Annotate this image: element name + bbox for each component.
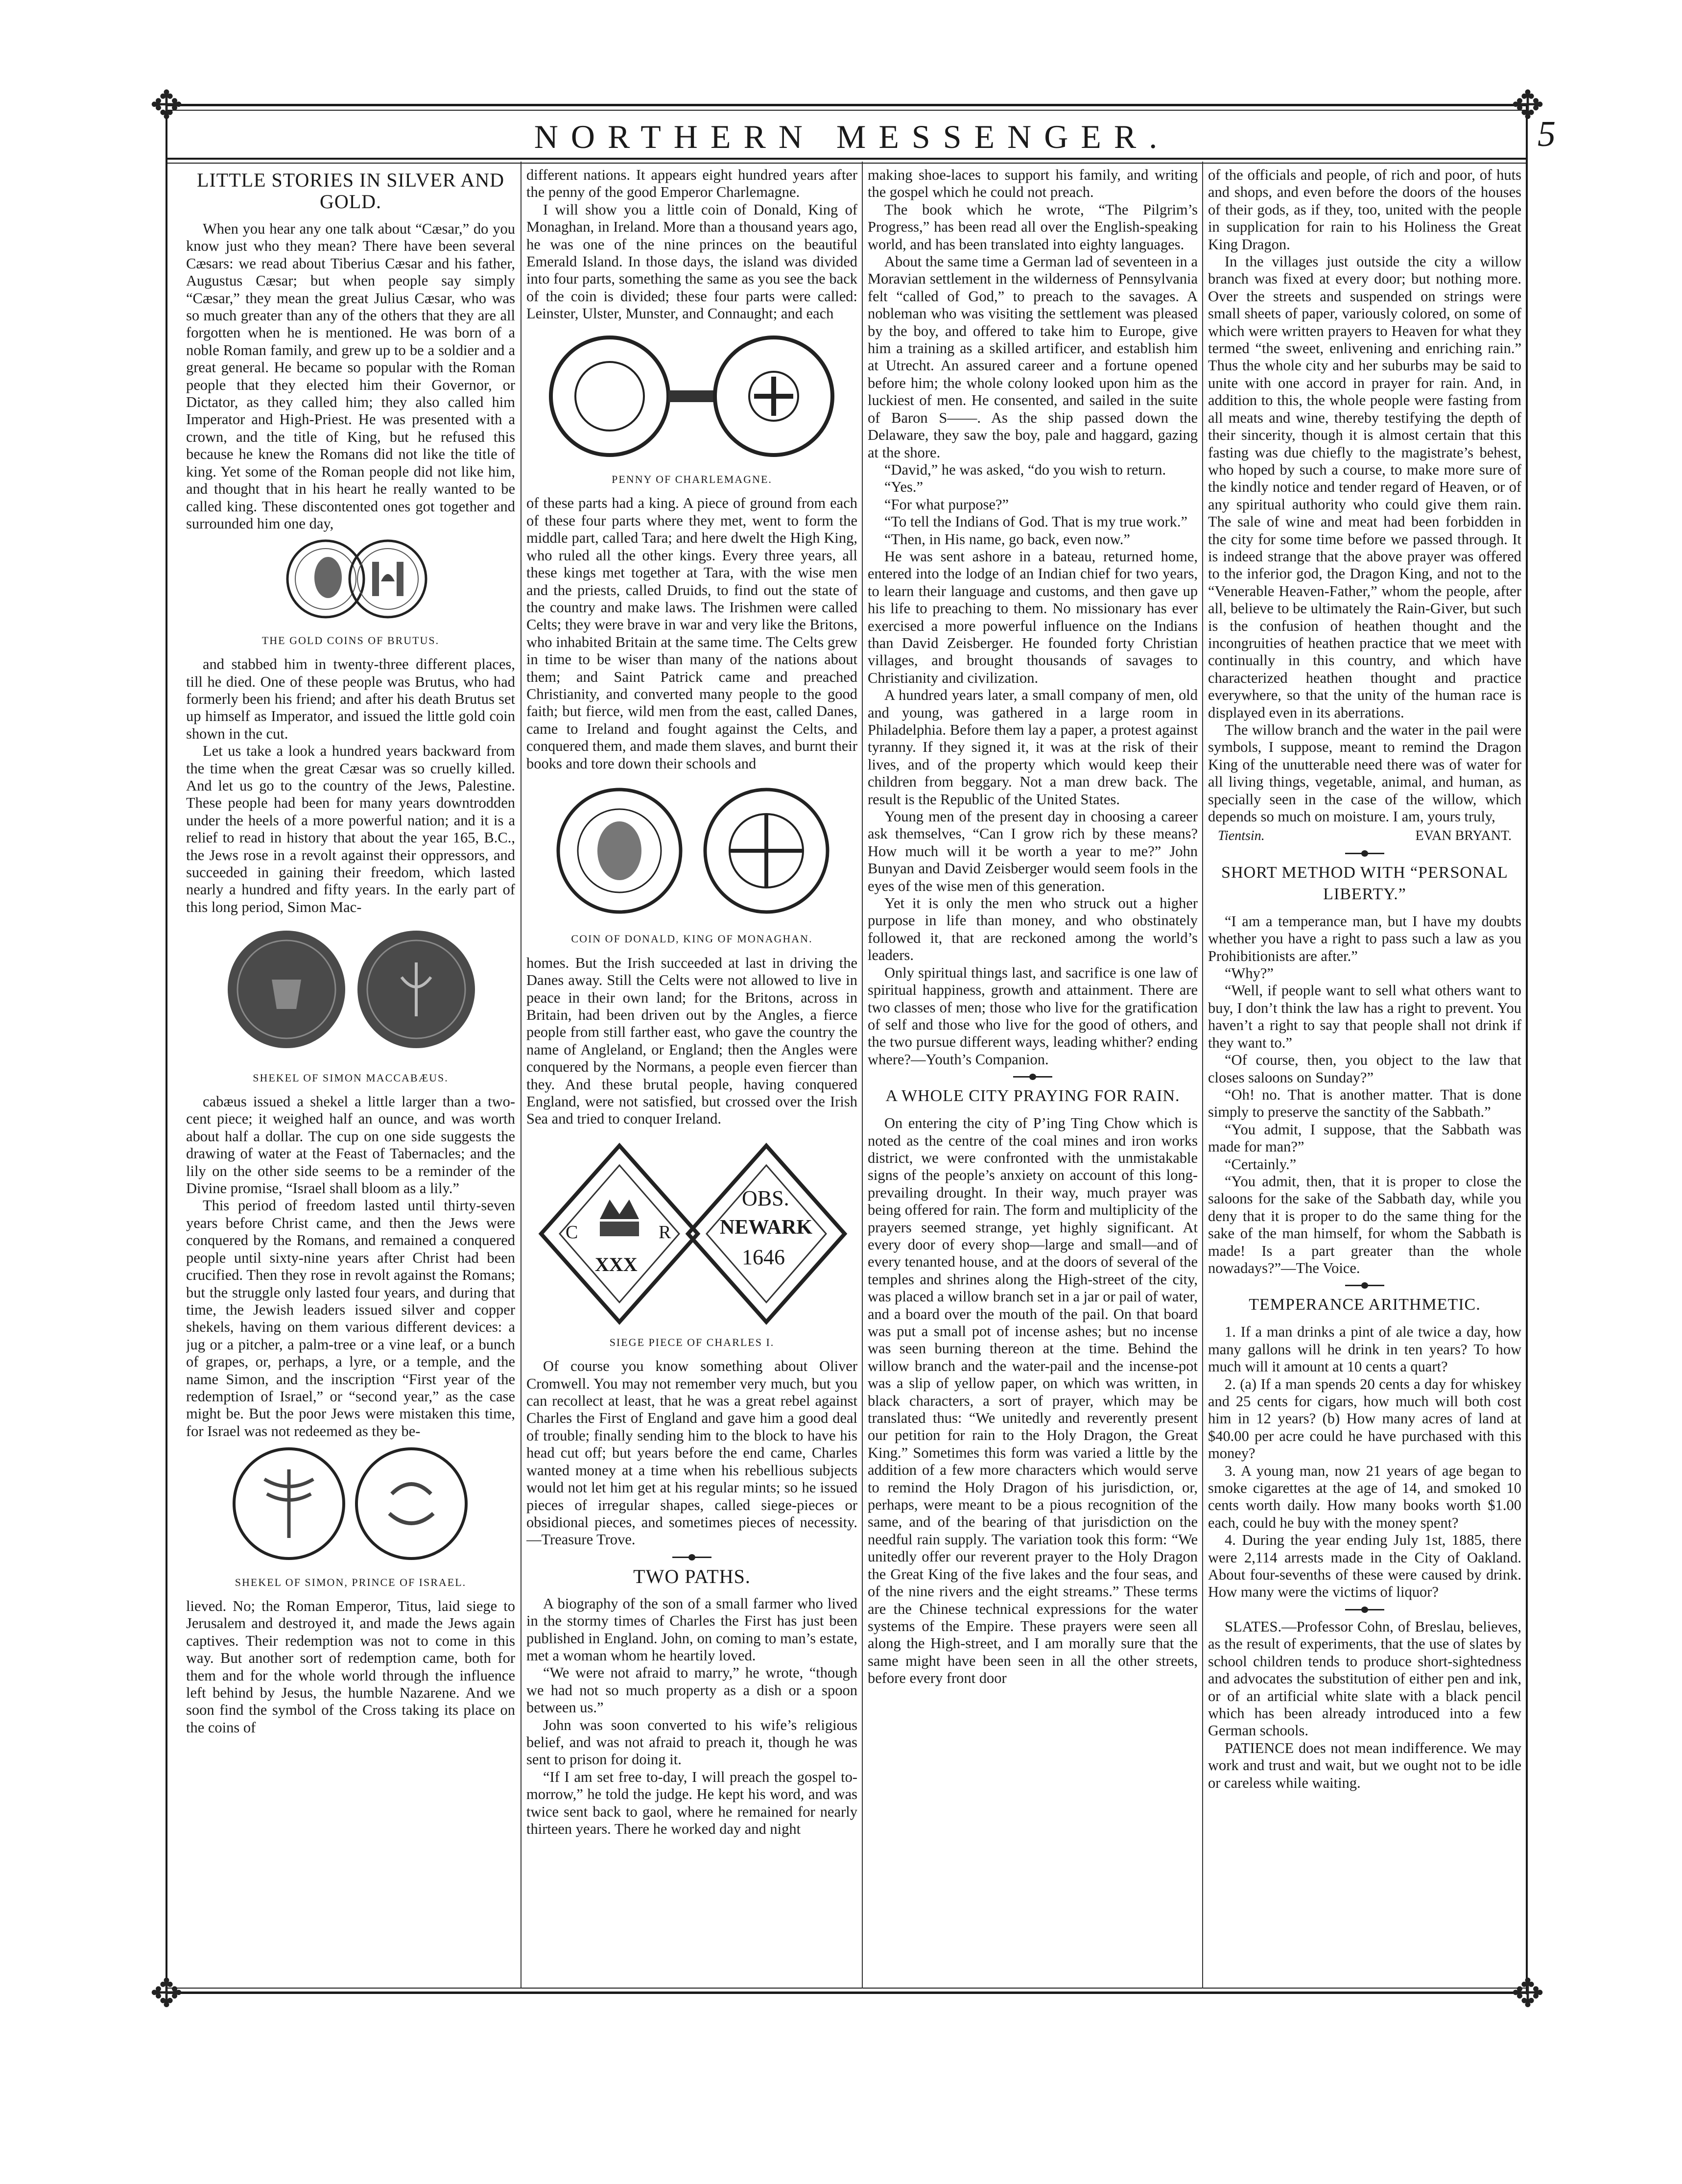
section-separator	[1345, 1609, 1384, 1610]
section-separator	[672, 1557, 711, 1558]
paragraph: “To tell the Indians of God. That is my true work.”	[884, 513, 1188, 530]
caption-shekel-maccabaeus: SHEKEL OF SIMON MACCABÆUS.	[253, 1071, 449, 1084]
shekel-of-simon-prince-image	[186, 1440, 515, 1567]
paragraph: of these parts had a king. A piece of ground from each of these four parts where they met, went to form the middle part, called Tara; and here dwelt the High King, who ruled all the other kings. Every three years, all these kings met together at Tara, with the wise men and the priests, called Druids, to find out the state of the country and make laws. The Irishmen were called Celts; they were brave in war and very like the Britons, who inhabited Britain at the same time. The Celts grew in time to be wiser than many of the nations about them; and Saint Patrick came and preached Christianity, and converted many people to the good faith; but fierce, wild men from the east, called Danes, came to Ireland and fought against the Celts, and conquered them, and made them slaves, and burnt their books and tore down their schools and	[526, 495, 857, 772]
signature-name: EVAN BRYANT.	[1415, 828, 1512, 844]
paragraph: The book which he wrote, “The Pilgrim’s Progress,” has been read all over the English-speaking world, and has been translated into eighty languages.	[868, 201, 1198, 253]
paragraph: lieved. No; the Roman Emperor, Titus, laid siege to Jerusalem and destroyed it, and made the Jews again captives. Their redemption was not to come in this way. But another sort of redemption came, both for them and for the whole world through the influence left behind by Jesus, the humble Nazarene. And we soon find the symbol of the Cross taking its place on the coins of	[186, 1597, 515, 1736]
paragraph: In the villages just outside the city a willow branch was fixed at every door; but nothing more. Over the streets and suspended on strings were small sheets of paper, variously colored, on some of which were written prayers to Heaven for what they termed “the sweet, enlivening and enriching rain.” Thus the whole city and her suburbs may be said to unite with one accord in prayer for rain. And, in addition to this, the whole people were fasting from all meats and wine, thereby testifying the depth of their sincerity, though it is almost certain that this fasting was due chiefly to the magistrate’s behest, who hoped by such a course, to make more sure of the kindly notice and tender regard of Heaven, or of any spiritual authority who could give them rain. The sale of wine and meat had been forbidden in the city for some time before we passed through. It is indeed strange that the above prayer was offered to the inferior god, the Dragon King, and not to the “Venerable Heaven-Father,” whom the people, after all, believe to be ultimately the Rain-Giver, but such is the confusion of heathen thought and the incongruities of heathen practice that we meet with continually in this country, and which have characterized heathen thought and practice everywhere, so that the unity of the human race is displayed even in its aberrations.	[1208, 253, 1521, 721]
paragraph: Of course you know something about Oliver Cromwell. You may not remember very much, but you can recollect at least, that he was a great rebel against Charles the First of England and gave him a good deal of trouble; finally sending him to the block to have his head cut off; but years before the end came, Charles wanted money at a time when his rebellious subjects would not let him get at his regular mints; so he issued pieces of irregular shapes, called siege-pieces or obsidional pieces, and sometimes pieces of necessity.—Treasure Trove.	[526, 1358, 857, 1548]
column-3	[868, 167, 1198, 1979]
paragraph: SLATES.—Professor Cohn, of Breslau, believes, as the result of experiments, that the use of slates by school children tends to produce short-sightedness and advocates the substitution of either pen and ink, or of an artificial white slate with a black pencil which has been already introduced into a few German schools.	[1208, 1618, 1521, 1739]
border-right	[1526, 104, 1528, 1994]
paragraph: 1. If a man drinks a pint of ale twice a day, how many gallons will he drink in ten years? To how much will it amount at 10 cents a quart?	[1208, 1323, 1521, 1375]
caption-shekel-prince: SHEKEL OF SIMON, PRINCE OF ISRAEL.	[235, 1576, 467, 1588]
coin-of-donald-image	[526, 777, 857, 924]
header-rule-thick	[166, 158, 1528, 160]
caption-gold-coins: THE GOLD COINS OF BRUTUS.	[261, 634, 440, 647]
paragraph: and stabbed him in twenty-three different places, till he died. One of these people was Brutus, who had formerly been his friend; and after his death Brutus set up himself as Imperator, and issued the little gold coin shown in the cut.	[186, 656, 515, 742]
paragraph: “Well, if people want to sell what others want to buy, I don’t think the law has a right to prevent. You haven’t a right to say that people shall not drink if they want to.”	[1208, 982, 1521, 1051]
header-rule-thin	[166, 163, 1528, 164]
caption-coin-donald: COIN OF DONALD, KING OF MONAGHAN.	[571, 933, 813, 945]
paragraph: homes. But the Irish succeeded at last in driving the Danes away. Still the Celts were not allowed to live in peace in their own land; for the Britons, across in Britain, had been driven out by the Angles, a fierce people from still farther east, who gave the country the name of Angleland, or England; then the Angles were conquered by the Normans, a people even fiercer than they. And these brutal people, having conquered England, were not satisfied, but crossed over the Irish Sea and tried to conquer Ireland.	[526, 954, 857, 1128]
paragraph: “We were not afraid to marry,” he wrote, “though we had not so much property as a dish or a spoon between us.”	[526, 1664, 857, 1716]
border-top-thin	[166, 110, 1528, 111]
article-title-little-stories: LITTLE STORIES IN SILVER AND GOLD.	[197, 169, 504, 213]
paragraph: This period of freedom lasted until thirty-seven years before Christ came, and then the Jews were conquered by the Romans, and remained a conquered people until sixty-nine years after Christ had been crucified. Then they rose in revolt against the Romans; but the struggle only lasted four years, and during that time, the Jewish leaders issued silver and copper shekels, having on them various different devices: a jug or a pitcher, a palm-tree or a vine leaf, or a bunch of grapes, or, perhaps, a lyre, or a temple, and the name Simon, and the inscription “First year of the redemption of Israel,” or “second year,” as the case might be. But the poor Jews were mistaken this time, for Israel was not redeemed as they be-	[186, 1197, 515, 1440]
column-4	[1208, 167, 1521, 1979]
coin-letter-r: R	[659, 1222, 671, 1243]
paragraph: “For what purpose?”	[884, 496, 1009, 513]
caption-penny-charlemagne: PENNY OF CHARLEMAGNE.	[612, 473, 772, 486]
paragraph: Let us take a look a hundred years backward from the time when the great Cæsar was so cruelly killed. And let us go to the country of the Jews, Palestine. These people had been for many years downtrodden under the heels of a more powerful nation; and it is a relief to read in history that about the year 165, B.C., the Jews rose in a revolt against their oppressors, and succeeded in gaining their freedom, which lasted nearly a hundred and fifty years. In the early part of this long period, Simon Mac-	[186, 743, 515, 915]
paragraph: “You admit, then, that it is proper to close the saloons for the sake of the Sabbath day, while you deny that it is proper to do the same thing for the sake of the man himself, for whom the Sabbath is made! Is a part greater than the whole nowadays?”—The Voice.	[1208, 1173, 1521, 1276]
masthead-title: NORTHERN MESSENGER.	[534, 118, 1170, 155]
paragraph: The willow branch and the water in the pail were symbols, I suppose, meant to remind the Dragon King of the unutterable need there was of water for all living things, vegetable, animal, and human, as specially seen in the case of the willow, which depends so much on moisture. I am, yours truly,	[1208, 721, 1521, 825]
paragraph: of the officials and people, of rich and poor, of huts and shops, and even before the doors of the houses of their gods, as if they, too, united with the people in supplication for rain to his Holiness the Great King Dragon.	[1208, 167, 1521, 253]
ornament-top-right-icon: ✥	[1511, 82, 1544, 128]
ornament-top-left-icon: ✥	[150, 82, 183, 128]
article-title-personal-liberty: SHORT METHOD WITH “PERSONAL LIBERTY.”	[1221, 863, 1508, 903]
column-1	[186, 167, 515, 1979]
paragraph: When you hear any one talk about “Cæsar,” do you know just who they mean? There have been several Cæsars: we read about Tiberius Cæsar and his father, Augustus Cæsar; but when people say simply “Cæsar,” they mean the great Julius Cæsar, who was so much greater than any of the others that they are all forgotten when he is mentioned. He was born of a noble Roman family, and grew up to be a soldier and a great general. He became so popular with the Roman people that they elected him their Governor, or Dictator, as they called him; they also called him Imperator and High-Priest. He was presented with a crown, and the title of King, but he refused this because he knew the Romans did not like the title of king. Yet some of the Roman people did not like him, and thought that in his heart he really wanted to be called king. These discontented ones got together and surrounded him one day,	[186, 220, 515, 532]
paragraph: “I am a temperance man, but I have my doubts whether you have a right to pass such a law as you Prohibitionists are after.”	[1208, 912, 1521, 964]
paragraph: 3. A young man, now 21 years of age began to smoke cigarettes at the age of 14, and smoked 10 cents worth daily. How many books worth $1.00 each, could he buy with the money spent?	[1208, 1462, 1521, 1531]
column-divider-3	[1202, 162, 1203, 1989]
paragraph: “Yes.”	[884, 479, 924, 496]
signature-line	[1208, 827, 1521, 844]
section-separator	[1345, 853, 1384, 854]
section-separator	[1345, 1285, 1384, 1286]
coin-year: 1646	[742, 1245, 785, 1269]
section-separator	[1013, 1076, 1052, 1078]
paragraph: “David,” he was asked, “do you wish to return.	[884, 461, 1166, 478]
paragraph: “Of course, then, you object to the law that closes saloons on Sunday?”	[1208, 1052, 1521, 1086]
paragraph: making shoe-laces to support his family, and writing the gospel which he could not preach.	[868, 167, 1198, 201]
signature-place: Tientsin.	[1218, 828, 1265, 844]
article-title-city-praying: A WHOLE CITY PRAYING FOR RAIN.	[885, 1087, 1180, 1105]
border-bottom-thick	[166, 1992, 1528, 1994]
border-bottom-thin	[166, 1988, 1528, 1989]
coin-value-xxx: XXX	[595, 1253, 638, 1275]
coin-obs: OBS.	[742, 1186, 789, 1210]
border-left	[166, 104, 167, 1994]
paragraph: “Oh! no. That is another matter. That is done simply to preserve the sanctity of the Sabbath.”	[1208, 1086, 1521, 1121]
paragraph: John was soon converted to his wife’s religious belief, and was not afraid to preach it, though he was sent to prison for doing it.	[526, 1716, 857, 1768]
paragraph: “Why?”	[1225, 965, 1274, 982]
paragraph: “You admit, I suppose, that the Sabbath was made for man?”	[1208, 1121, 1521, 1155]
siege-piece-of-charles-image	[526, 1136, 857, 1332]
paragraph: “Certainly.”	[1225, 1155, 1297, 1173]
paragraph: Young men of the present day in choosing a career ask themselves, “Can I grow rich by these means? How much will it be worth a year to me?” John Bunyan and David Zeisberger would seem fools in the eyes of the wise men of this generation.	[868, 808, 1198, 894]
paragraph: On entering the city of P’ing Ting Chow which is noted as the centre of the coal mines and iron works district, we were confronted with the unmistakable signs of the people’s anxiety on account of this long-prevailing drought. In their way, much prayer was being offered for rain. The form and multiplicity of the prayers seemed strange, yet highly significant. At every door of every shop—large and small—and of every tenanted house, and at the doors of several of the temples and shrines along the High-street of the city, was placed a willow branch set in a jar or pail of water, and a board over the mouth of the pail. On that board was put a small pot of incense ashes; but no incense was seen burning thereon at the time. Behind the willow branch and the water-pail and the incense-pot was a slip of yellow paper, on which was written, in black characters, a sort of prayer, which may be translated thus: “We unitedly and reverently present our petition for rain to the Holy Dragon, the Great King.” Sometimes this form was varied a little by the addition of a few more characters which would serve to remind the Holy Dragon of his jurisdiction, or, perhaps, were meant to be a pious recognition of the same, and of the bearing of that jurisdiction on the needful rain supply. The variation took this form: “We unitedly offer our reverent prayer to the Holy Dragon the Great King of the five lakes and the four seas, and of the nine rivers and the eight streams.” These terms are the Chinese technical expressions for the water systems of the Empire. These prayers were seen all along the High-street, and I am morally sure that the same might have been seen in all the other streets, before every front door	[868, 1115, 1198, 1687]
paragraph: “Then, in His name, go back, even now.”	[884, 530, 1130, 548]
coin-letter-c: C	[566, 1222, 578, 1243]
column-2	[526, 167, 857, 1979]
ornament-bottom-left-icon: ✥	[150, 1970, 183, 2016]
page-number: 5	[1538, 114, 1556, 154]
caption-siege-piece: SIEGE PIECE OF CHARLES I.	[609, 1336, 775, 1348]
paragraph: cabæus issued a shekel a little larger than a two-cent piece; it weighed half an ounce, and was worth about half a dollar. The cup on one side suggests the drawing of water at the Feast of Tabernacles; and the lily on the other side seems to be a reminder of the Divine promise, “Israel shall bloom as a lily.”	[186, 1093, 515, 1197]
paragraph: Only spiritual things last, and sacrifice is one law of spiritual happiness, growth and attainment. There are two classes of men; those who live for the gratification of self and those who live for the good of others, and the two pursue different ways, leading whither? ending where?—Youth’s Companion.	[868, 964, 1198, 1068]
paragraph: 2. (a) If a man spends 20 cents a day for whiskey and 25 cents for cigars, how much will both cost him in 12 years? (b) How many acres of land at $40.00 per acre could he have purchased with this money?	[1208, 1375, 1521, 1462]
penny-of-charlemagne-image	[526, 328, 857, 465]
coin-newark: NEWARK	[720, 1216, 813, 1239]
paragraph: I will show you a little coin of Donald, King of Monaghan, in Ireland. More than a thousand years ago, he was one of the nine princes on the beautiful Emerald Island. In those days, the island was divided into four parts, something the same as you see the back of the coin is divided; these four parts were called: Leinster, Ulster, Munster, and Connaught; and each	[526, 201, 857, 322]
border-top-thick	[166, 104, 1528, 106]
paragraph: PATIENCE does not mean indifference. We may work and trust and wait, but we ought not to be idle or careless while waiting.	[1208, 1739, 1521, 1791]
article-title-two-paths: TWO PATHS.	[633, 1565, 751, 1587]
paragraph: About the same time a German lad of seventeen in a Moravian settlement in the wilderness of Pennsylvania felt “called of God,” to preach to the savages. A nobleman who was visiting the settlement was pleased by the boy, and offered to take him to Europe, give him a training as a skilled artificer, and establish him at Utrecht. An assured career and a fortune opened before him; the whole colony looked upon him as the luckiest of men. He consented, and sailed in the suite of Baron S——. As the ship passed down the Delaware, they saw the boy, pale and haggard, gazing at the shore.	[868, 253, 1198, 461]
paragraph: 4. During the year ending July 1st, 1885, there were 2,114 arrests made in the City of Oakland. About four-sevenths of these were caused by drink. How many were the victims of liquor?	[1208, 1532, 1521, 1601]
gold-coins-of-brutus-image	[186, 532, 515, 625]
paragraph: “If I am set free to-day, I will preach the gospel to-morrow,” he told the judge. He kept his word, and was twice sent back to gaol, where he remained for nearly thirteen years. There he worked day and night	[526, 1768, 857, 1837]
column-divider-2	[862, 162, 863, 1989]
article-title-temperance-arithmetic: TEMPERANCE ARITHMETIC.	[1249, 1296, 1481, 1314]
shekel-of-simon-maccabaeus-image	[186, 916, 515, 1063]
paragraph: A hundred years later, a small company of men, old and young, was gathered in a large room in Philadelphia. Before them lay a paper, a protest against tyranny. If they signed it, it was at the risk of their lives, and of the property which would keep their children from beggary. Not a man drew back. The result is the Republic of the United States.	[868, 687, 1198, 808]
paragraph: He was sent ashore in a bateau, returned home, entered into the lodge of an Indian chief for two years, to learn their language and customs, and then gave up his life to preaching to them. No missionary has ever exercised a more powerful influence on the Indians than David Zeisberger. He founded forty Christian villages, and brought thousands of savages to Christianity and civilization.	[868, 548, 1198, 686]
paragraph: different nations. It appears eight hundred years after the penny of the good Emperor Charlemagne.	[526, 167, 857, 201]
paragraph: A biography of the son of a small farmer who lived in the stormy times of Charles the First has just been published in England. John, on coming to man’s estate, met a woman whom he heartily loved.	[526, 1595, 857, 1664]
ornament-bottom-right-icon: ✥	[1511, 1970, 1544, 2016]
paragraph: Yet it is only the men who struck out a higher purpose in life than money, and who obstinately followed it, that are reckoned among the world’s leaders.	[868, 895, 1198, 964]
